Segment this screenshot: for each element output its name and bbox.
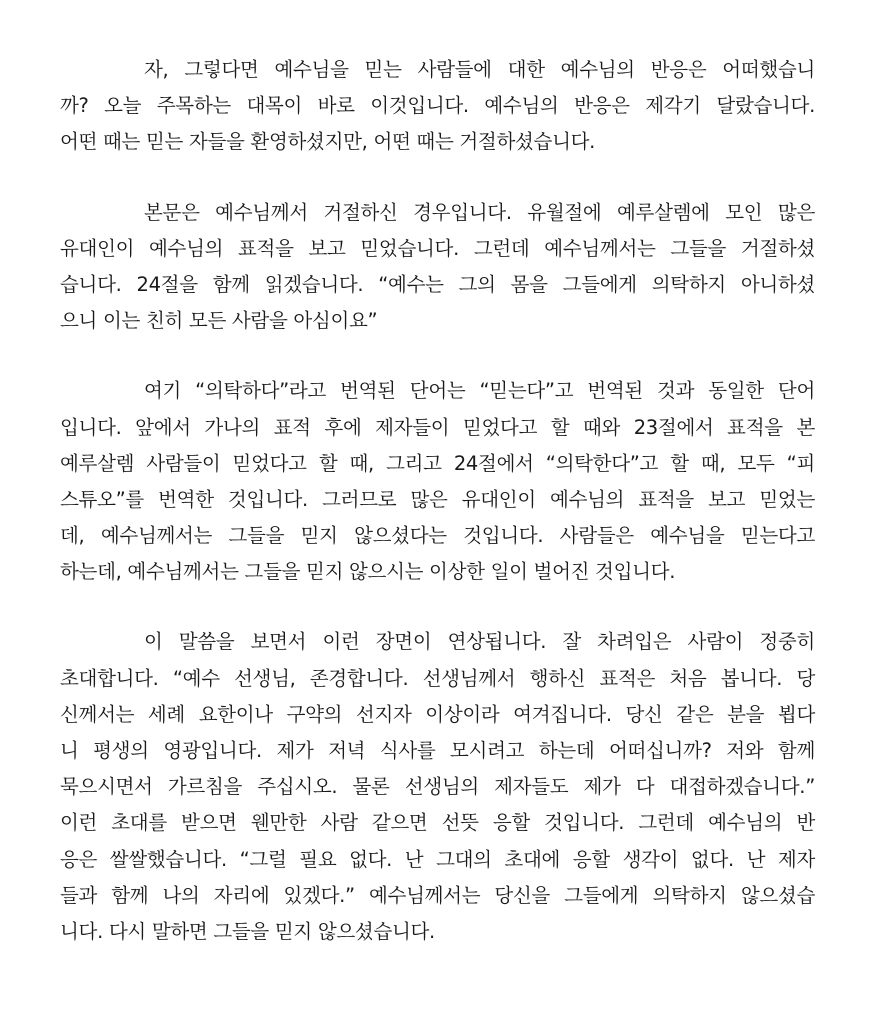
text-line: 이런 초대를 받으면 웬만한 사람 같으면 선뜻 응할 것입니다. 그런데 예수님의 반 [60, 811, 815, 835]
text-line: 입니다. 앞에서 가나의 표적 후에 제자들이 믿었다고 할 때와 23절에서 표적을 본 [60, 415, 815, 439]
text-line: 하는데, 예수님께서는 그들을 믿지 않으시는 이상한 일이 벌어진 것입니다. [60, 560, 676, 584]
paragraph-3 [60, 373, 815, 590]
text-line: 들과 함께 나의 자리에 있겠다.” 예수님께서는 당신을 그들에게 의탁하지 않으셨습 [60, 883, 815, 907]
paragraph-2 [60, 195, 815, 340]
paragraph-1 [60, 52, 815, 161]
text-line: 습니다. 24절을 함께 읽겠습니다. “예수는 그의 몸을 그들에게 의탁하지 아니하셨 [60, 272, 815, 296]
text-line: 스튜오”를 번역한 것입니다. 그러므로 많은 유대인이 예수님의 표적을 보고 믿었는 [60, 487, 815, 511]
text-line: 자, 그렇다면 예수님을 믿는 사람들에 대한 예수님의 반응은 어떠했습니 [144, 58, 815, 81]
text-line: 이 말씀을 보면서 이런 장면이 연상됩니다. 잘 차려입은 사람이 정중히 [144, 630, 815, 654]
text-line: 까? 오늘 주목하는 대목이 바로 이것입니다. 예수님의 반응은 제각기 달랐습니다. [60, 94, 815, 118]
text-line: 신께서는 세례 요한이나 구약의 선지자 이상이라 여겨집니다. 당신 같은 분을 뵙다 [60, 702, 815, 726]
text-line: 어떤 때는 믿는 자들을 환영하셨지만, 어떤 때는 거절하셨습니다. [60, 130, 596, 154]
text-line: 으니 이는 친히 모든 사람을 아심이요” [60, 309, 378, 333]
text-line: 예루살렘 사람들이 믿었다고 할 때, 그리고 24절에서 “의탁한다”고 할 때, 모두 “피 [60, 451, 815, 475]
text-line: 니 평생의 영광입니다. 제가 저녁 식사를 모시려고 하는데 어떠십니까? 저와 함께 [60, 739, 815, 762]
text-line: 니다. 다시 말하면 그들을 믿지 않으셨습니다. [60, 919, 435, 943]
text-line: 초대합니다. “예수 선생님, 존경합니다. 선생님께서 행하신 표적은 처음 봅니다. 당 [60, 666, 815, 690]
text-line: 묵으시면서 가르침을 주십시오. 물론 선생님의 제자들도 제가 다 대접하겠습니다.” [60, 775, 815, 799]
document-page [60, 52, 815, 984]
text-line: 응은 쌀쌀했습니다. “그럴 필요 없다. 난 그대의 초대에 응할 생각이 없다. 난 제자 [60, 847, 815, 871]
text-line: 본문은 예수님께서 거절하신 경우입니다. 유월절에 예루살렘에 모인 많은 [144, 200, 815, 224]
text-line: 데, 예수님께서는 그들을 믿지 않으셨다는 것입니다. 사람들은 예수님을 믿는다고 [60, 524, 815, 548]
text-line: 유대인이 예수님의 표적을 보고 믿었습니다. 그런데 예수님께서는 그들을 거절하셨 [60, 236, 815, 260]
text-line: 여기 “의탁하다”라고 번역된 단어는 “믿는다”고 번역된 것과 동일한 단어 [144, 379, 815, 403]
paragraph-4 [60, 624, 815, 950]
